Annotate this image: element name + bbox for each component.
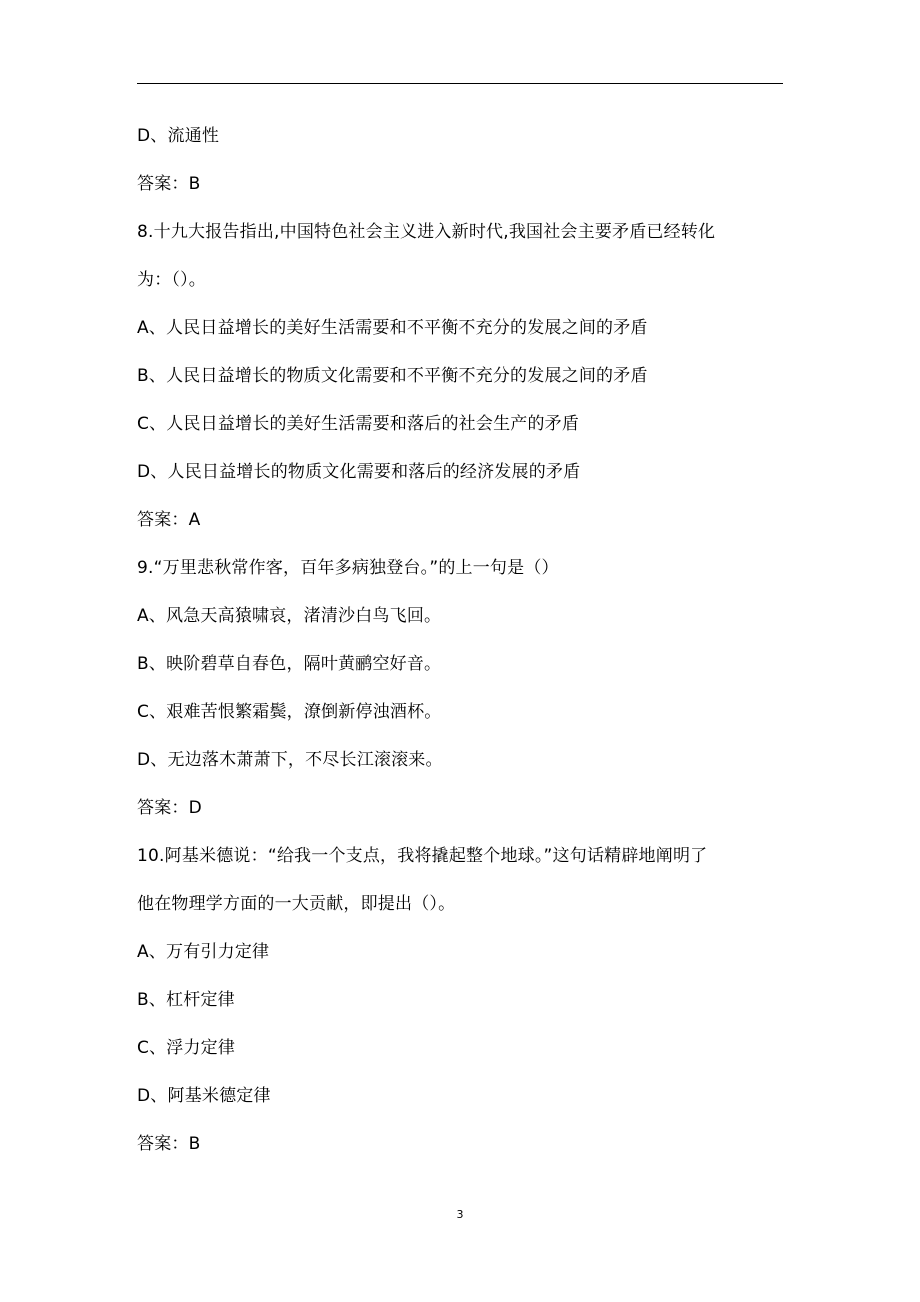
q8-answer: 答案：A [137,510,201,530]
q9-question: 9.“万里悲秋常作客，百年多病独登台。”的上一句是（） [137,558,559,578]
header-rule [137,83,783,84]
q8-option-d: D、人民日益增长的物质文化需要和落后的经济发展的矛盾 [137,462,581,482]
q8-option-a: A、人民日益增长的美好生活需要和不平衡不充分的发展之间的矛盾 [137,318,648,338]
q10-answer: 答案：B [137,1134,201,1154]
q9-option-c: C、艰难苦恨繁霜鬓，潦倒新停浊酒杯。 [137,702,442,722]
q9-option-b: B、映阶碧草自春色，隔叶黄鹂空好音。 [137,654,442,674]
q8-question-line-1: 8.十九大报告指出,中国特色社会主义进入新时代,我国社会主要矛盾已经转化 [137,222,716,242]
page-number: 3 [456,1208,464,1221]
q7-answer: 答案：B [137,174,201,194]
q8-question-line-2: 为：（）。 [137,270,206,290]
q10-question-line-2: 他在物理学方面的一大贡献，即提出（）。 [137,894,456,914]
q9-option-d: D、无边落木萧萧下，不尽长江滚滚来。 [137,750,443,770]
q8-option-b: B、人民日益增长的物质文化需要和不平衡不充分的发展之间的矛盾 [137,366,648,386]
q10-option-c: C、浮力定律 [137,1038,236,1058]
q10-question-line-1: 10.阿基米德说：“给我一个支点，我将撬起整个地球。”这句话精辟地阐明了 [137,846,708,866]
q9-answer: 答案：D [137,798,202,818]
q7-option-d: D、流通性 [137,126,220,146]
q9-option-a: A、风急天高猿啸哀，渚清沙白鸟飞回。 [137,606,442,626]
q8-option-c: C、人民日益增长的美好生活需要和落后的社会生产的矛盾 [137,414,580,434]
q10-option-d: D、阿基米德定律 [137,1086,271,1106]
q10-option-a: A、万有引力定律 [137,942,270,962]
q10-option-b: B、杠杆定律 [137,990,235,1010]
